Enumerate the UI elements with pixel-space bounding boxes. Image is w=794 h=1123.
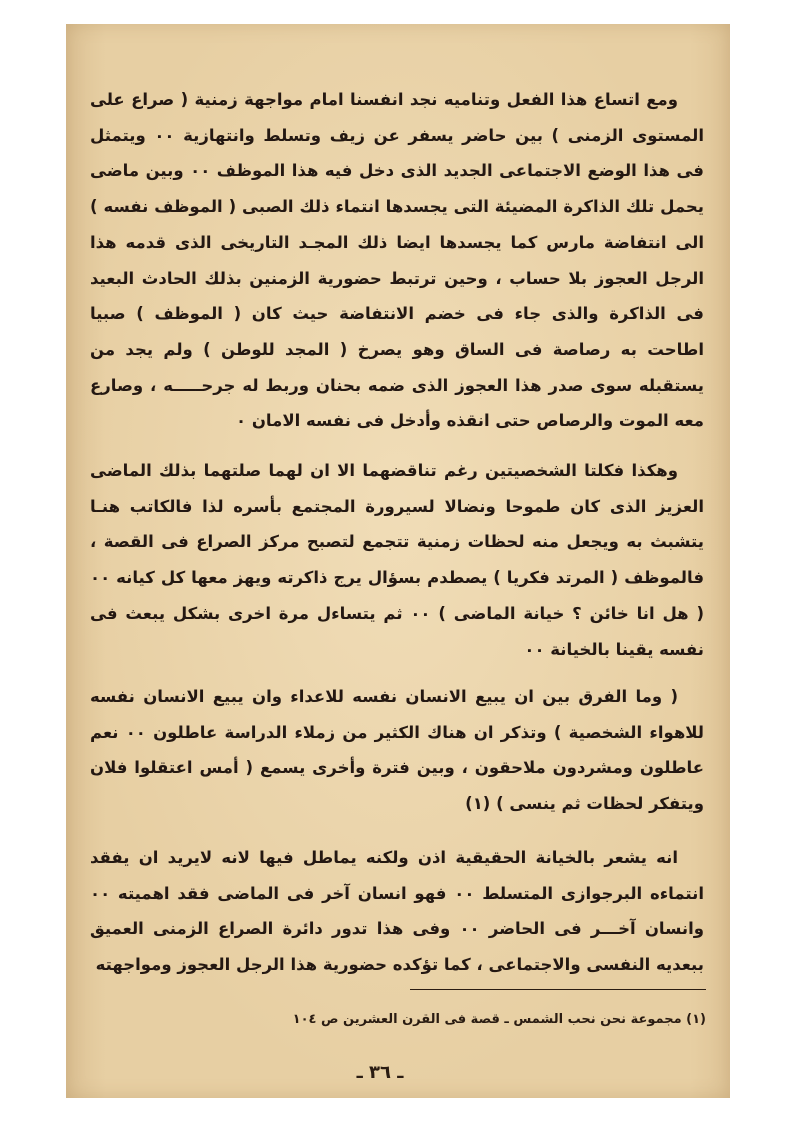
body-paragraph-3 bbox=[90, 679, 704, 821]
paragraph-text: ومع اتساع هذا الفعل وتناميه نجد انفسنا امام مواجهة زمنية ( صراع على المستوى الزمنى ) بين حاضر يسفر عن زيف وتسلط وانتهازية ٠٠ ويتمثل فى هذا الوضع الاجتماعى الجديد الذى دخل فيه هذا الموظف ٠٠ وبين ماضى يحمل تلك الذاكرة المضيئة التى يجسدها انتماء ذلك الصبى ( الموظف نفسه ) الى انتفاضة مارس كما يجسدها ايضا ذلك المجـد التاريخى الذى قدمه هذا الرجل العجوز بلا حساب ، وحين ترتبط حضورية الزمنين بذلك الحادث البعيد فى الذاكرة والذى جاء فى خضم الانتفاضة حيث كان ( الموظف ) صبيا اطاحت به رصاصة فى الساق وهو يصرخ ( المجد للوطن ) ولم يجد من يستقبله سوى صدر هذا العجوز الذى ضمه بحنان وربط له جرحـــــه ، وصارع معه الموت والرصاص حتى انقذه وأدخل فى نفسه الامان ٠ bbox=[90, 90, 704, 431]
footnote: (١) مجموعة نحن نحب الشمس ـ قصة فى القرن العشرين ص ١٠٤ bbox=[292, 1012, 706, 1027]
body-paragraph-2 bbox=[90, 453, 704, 667]
paragraph-text: انه يشعر بالخيانة الحقيقية اذن ولكنه يماطل فيها لانه لايريد ان يفقد انتماءه البرجوازى المتسلط ٠٠ فهو انسان آخر فى الماضى فقد اهميته ٠٠ وانسان آخـــر فى الحاضر ٠٠ وفى هذا تدور دائرة الصراع الزمنى العميق ببعديه النفسى والاجتماعى ، كما تؤكده حضورية هذا الرجل العجوز ومواجهته bbox=[90, 848, 704, 974]
paragraph-text: ( وما الفرق بين ان يبيع الانسان نفسه للاعداء وان يبيع الانسان نفسه للاهواء الشخصية ) وتذكر ان هناك الكثير من زملاء الدراسة عاطلون ٠٠ نعم عاطلون ومشردون ملاحقون ، وبين فترة وأخرى يسمع ( أمس اعتقلوا فلان ويتفكر لحظات ثم ينسى ) (١) bbox=[90, 687, 704, 813]
page-number: ـ ٣٦ ـ bbox=[356, 1062, 404, 1083]
body-paragraph-4 bbox=[90, 840, 704, 982]
paragraph-text: وهكذا فكلتا الشخصيتين رغم تناقضهما الا ان لهما صلتهما بذلك الماضى العزيز الذى كان طموحا ونضالا لسيرورة المجتمع بأسره لذا فالكاتب هنـا يتشبث به ويجعل منه لحظات زمنية تتجمع لتصبح مركز الصراع فى القصة ، فالموظف ( المرتد فكريا ) يصطدم بسؤال يرج ذاكرته ويهز معها كل كيانه ٠٠ ( هل انا خائن ؟ خيانة الماضى ) ٠٠ ثم يتساءل مرة اخرى بشكل يبعث فى نفسه يقينا بالخيانة ٠٠ bbox=[90, 461, 704, 659]
body-paragraph-1 bbox=[90, 82, 704, 439]
footnote-divider bbox=[410, 989, 706, 990]
